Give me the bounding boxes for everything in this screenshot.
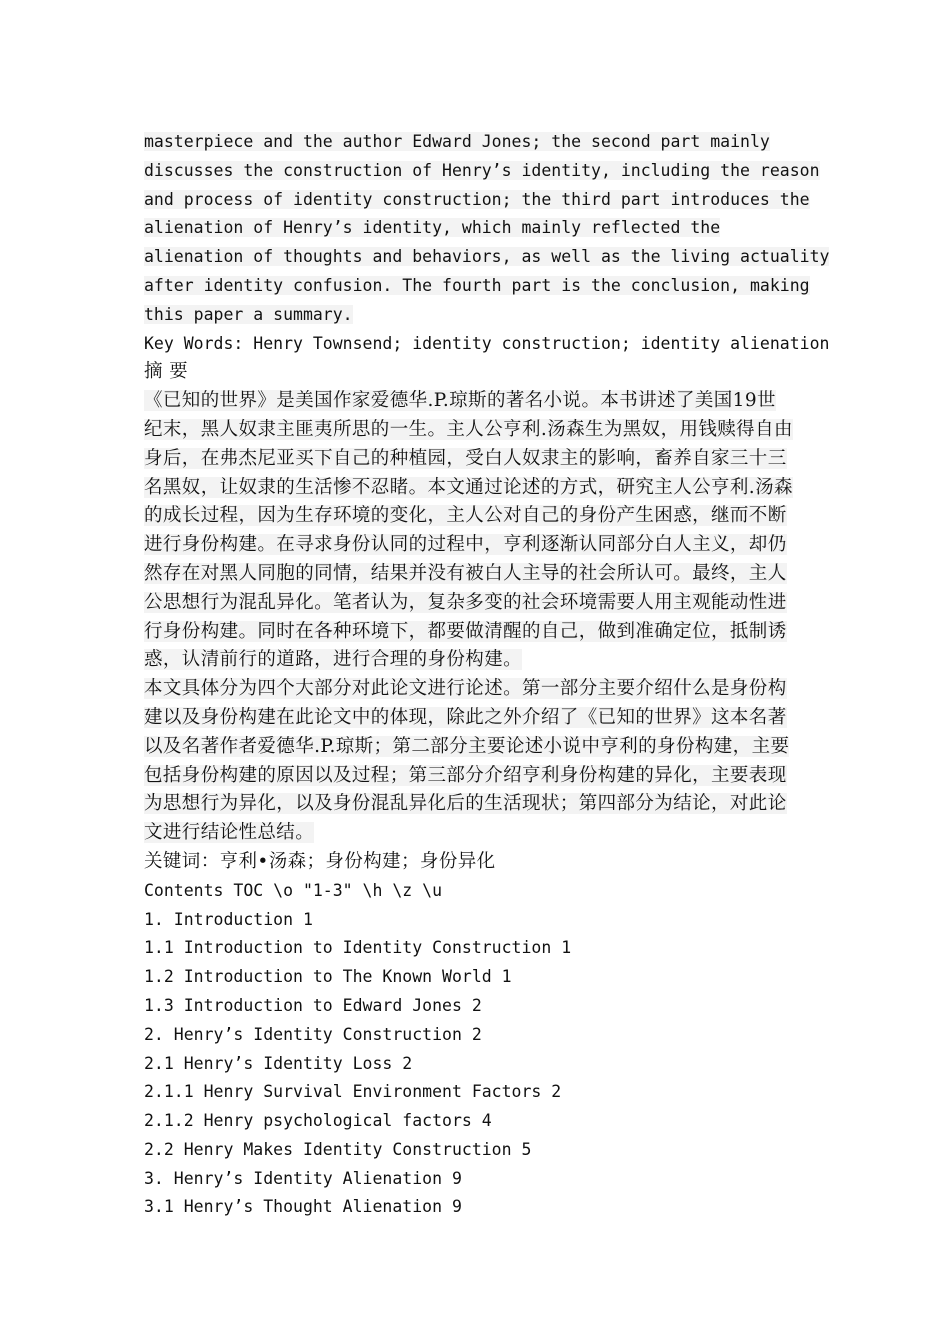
chinese-paragraph-line: 身后，在弗杰尼亚买下自己的种植园，受白人奴隶主的影响，畜养自家三十三 <box>144 447 787 469</box>
toc-entry[interactable]: 2. Henry’s Identity Construction 2 <box>144 1024 482 1044</box>
english-abstract <box>144 128 830 358</box>
chinese-paragraph-line: 然存在对黑人同胞的同情，结果并没有被白人主导的社会所认可。最终，主人 <box>144 562 787 584</box>
toc-entry[interactable]: 3.1 Henry’s Thought Alienation 9 <box>144 1197 462 1217</box>
chinese-paragraph-line: 本文具体分为四个大部分对此论文进行论述。第一部分主要介绍什么是身份构 <box>144 678 787 700</box>
chinese-paragraph-line: 公思想行为混乱异化。笔者认为，复杂多变的社会环境需要人用主观能动性进 <box>144 591 787 613</box>
abstract-line: after identity confusion. The fourth part is the conclusion, making <box>144 275 810 295</box>
chinese-paragraph-line: 包括身份构建的原因以及过程；第三部分介绍亨利身份构建的异化，主要表现 <box>144 764 787 786</box>
chinese-paragraph-line: 名黑奴，让奴隶的生活惨不忍睹。本文通过论述的方式，研究主人公亨利.汤森 <box>144 476 793 498</box>
toc-entry[interactable]: 2.1.1 Henry Survival Environment Factors 2 <box>144 1082 562 1102</box>
toc-entry[interactable]: 1. Introduction 1 <box>144 909 313 929</box>
chinese-paragraph-line: 的成长过程，因为生存环境的变化，主人公对自己的身份产生困惑，继而不断 <box>144 505 787 527</box>
chinese-paragraph-line: 纪末，黑人奴隶主匪夷所思的一生。主人公亨利.汤森生为黑奴，用钱赎得自由 <box>144 418 793 440</box>
chinese-keywords: 关键词：亨利•汤森；身份构建；身份异化 <box>144 850 496 872</box>
chinese-paragraph-line: 《已知的世界》是美国作家爱德华.P.琼斯的著名小说。本书讲述了美国19世 <box>144 390 776 412</box>
toc-entry[interactable]: 1.1 Introduction to Identity Construction 1 <box>144 938 572 958</box>
toc-entry[interactable]: 2.2 Henry Makes Identity Construction 5 <box>144 1139 532 1159</box>
chinese-paragraph-line: 以及名著作者爱德华.P.琼斯；第二部分主要论述小说中亨利的身份构建，主要 <box>144 735 790 757</box>
chinese-paragraph-line: 文进行结论性总结。 <box>144 822 315 844</box>
abstract-line: masterpiece and the author Edward Jones; the second part mainly <box>144 132 770 151</box>
abstract-line: alienation of thoughts and behaviors, as well as the living actuality <box>144 247 830 267</box>
abstract-line: alienation of Henry’s identity, which mainly reflected the <box>144 218 721 238</box>
toc-entry[interactable]: 2.1 Henry’s Identity Loss 2 <box>144 1053 413 1073</box>
chinese-paragraph-line: 惑，认清前行的道路，进行合理的身份构建。 <box>144 649 523 671</box>
chinese-paragraph-line: 建以及身份构建在此论文中的体现，除此之外介绍了《已知的世界》这本名著 <box>144 706 787 728</box>
chinese-abstract-heading: 摘 要 <box>144 361 189 383</box>
abstract-line: and process of identity construction; the third part introduces the <box>144 189 810 209</box>
english-keywords: Key Words: Henry Townsend; identity construction; identity alienation <box>144 333 830 353</box>
chinese-paragraph-line: 行身份构建。同时在各种环境下，都要做清醒的自己，做到准确定位，抵制诱 <box>144 620 787 642</box>
toc-entry[interactable]: 1.2 Introduction to The Known World 1 <box>144 967 512 987</box>
table-of-contents <box>144 877 816 1223</box>
chinese-abstract <box>144 358 816 876</box>
toc-entry[interactable]: 3. Henry’s Identity Alienation 9 <box>144 1168 462 1188</box>
toc-entry[interactable]: 2.1.2 Henry psychological factors 4 <box>144 1111 492 1131</box>
document-body <box>144 128 830 1222</box>
abstract-line: this paper a summary. <box>144 304 353 324</box>
chinese-paragraph-line: 进行身份构建。在寻求身份认同的过程中，亨利逐渐认同部分白人主义，却仍 <box>144 534 787 556</box>
chinese-paragraph-line: 为思想行为异化，以及身份混乱异化后的生活现状；第四部分为结论，对此论 <box>144 793 787 815</box>
contents-heading: Contents TOC \o "1-3" \h \z \u <box>144 880 443 900</box>
abstract-line: discusses the construction of Henry’s identity, including the reason <box>144 160 820 180</box>
toc-entry[interactable]: 1.3 Introduction to Edward Jones 2 <box>144 995 482 1015</box>
